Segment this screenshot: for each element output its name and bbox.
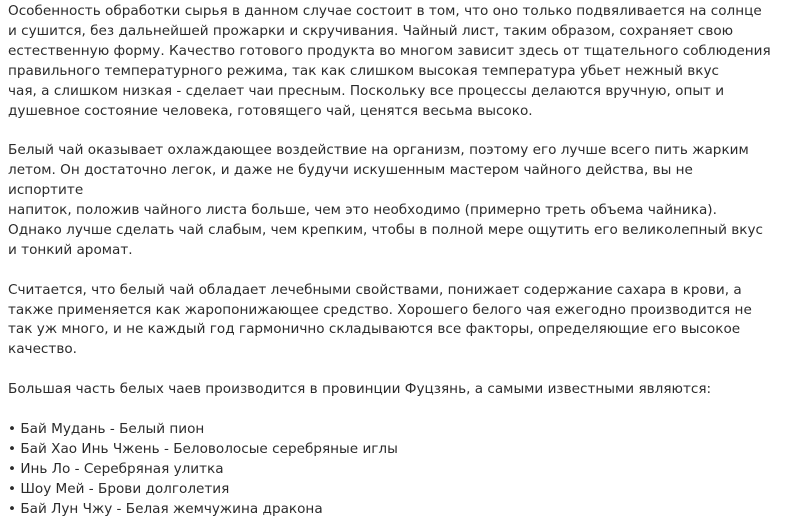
text-line: качество. [8, 341, 77, 358]
text-line: испортите [8, 182, 84, 199]
text-line: Считается, что белый чай обладает лечебными свойствами, понижает содержание сахара в крови, а [8, 281, 742, 298]
text-line: естественную форму. Качество готового продукта во многом зависит здесь от тщательного соблюдения [8, 42, 771, 59]
text-line: душевное состояние человека, готовящего чай, ценятся весьма высоко. [8, 102, 533, 119]
paragraph-list-intro [8, 380, 790, 400]
text-line: Большая часть белых чаев производится в провинции Фуцзянь, а самыми известными являются: [8, 381, 712, 398]
list-item: • Бай Хао Инь Чжень - Беловолосые серебряные иглы [8, 440, 398, 457]
paragraph-effect [8, 141, 790, 260]
text-line: так уж много, и не каждый год гармонично складываются все факторы, определяющие его высокое [8, 321, 741, 338]
text-line: Особенность обработки сырья в данном случае состоит в том, что оно только подвяливается на солнце [8, 3, 762, 19]
text-line: и тонкий аромат. [8, 241, 133, 258]
list-item: • Инь Ло - Серебряная улитка [8, 460, 224, 477]
text-line: Белый чай оказывает охлаждающее воздействие на организм, поэтому его лучше всего пить жарким [8, 142, 749, 159]
text-line: и сушится, без дальнейшей прожарки и скручивания. Чайный лист, таким образом, сохраняет свою [8, 22, 734, 39]
list-item: • Бай Лун Чжу - Белая жемчужина дракона [8, 500, 323, 517]
text-line: летом. Он достаточно легок, и даже не будучи искушенным мастером чайного действа, вы не [8, 162, 693, 179]
text-line: Однако лучше сделать чай слабым, чем крепким, чтобы в полной мере ощутить его великолепный вкус [8, 221, 764, 238]
text-line: правильного температурного режима, так как слишком высокая температура убьет нежный вкус [8, 62, 720, 79]
text-line: чая, а слишком низкая - сделает чаи пресным. Поскольку все процессы делаются вручную, опыт и [8, 82, 725, 99]
paragraph-processing [8, 2, 790, 121]
list-item: • Бай Мудань - Белый пион [8, 420, 205, 437]
paragraph-healing [8, 281, 790, 361]
article-body [8, 2, 790, 520]
text-line: напиток, положив чайного листа больше, чем это необходимо (примерно треть объема чайника). [8, 202, 717, 219]
list-item: • Шоу Мей - Брови долголетия [8, 480, 230, 497]
text-line: также применяется как жаропонижающее средство. Хорошего белого чая ежегодно производится не [8, 301, 752, 318]
tea-list [8, 420, 790, 520]
